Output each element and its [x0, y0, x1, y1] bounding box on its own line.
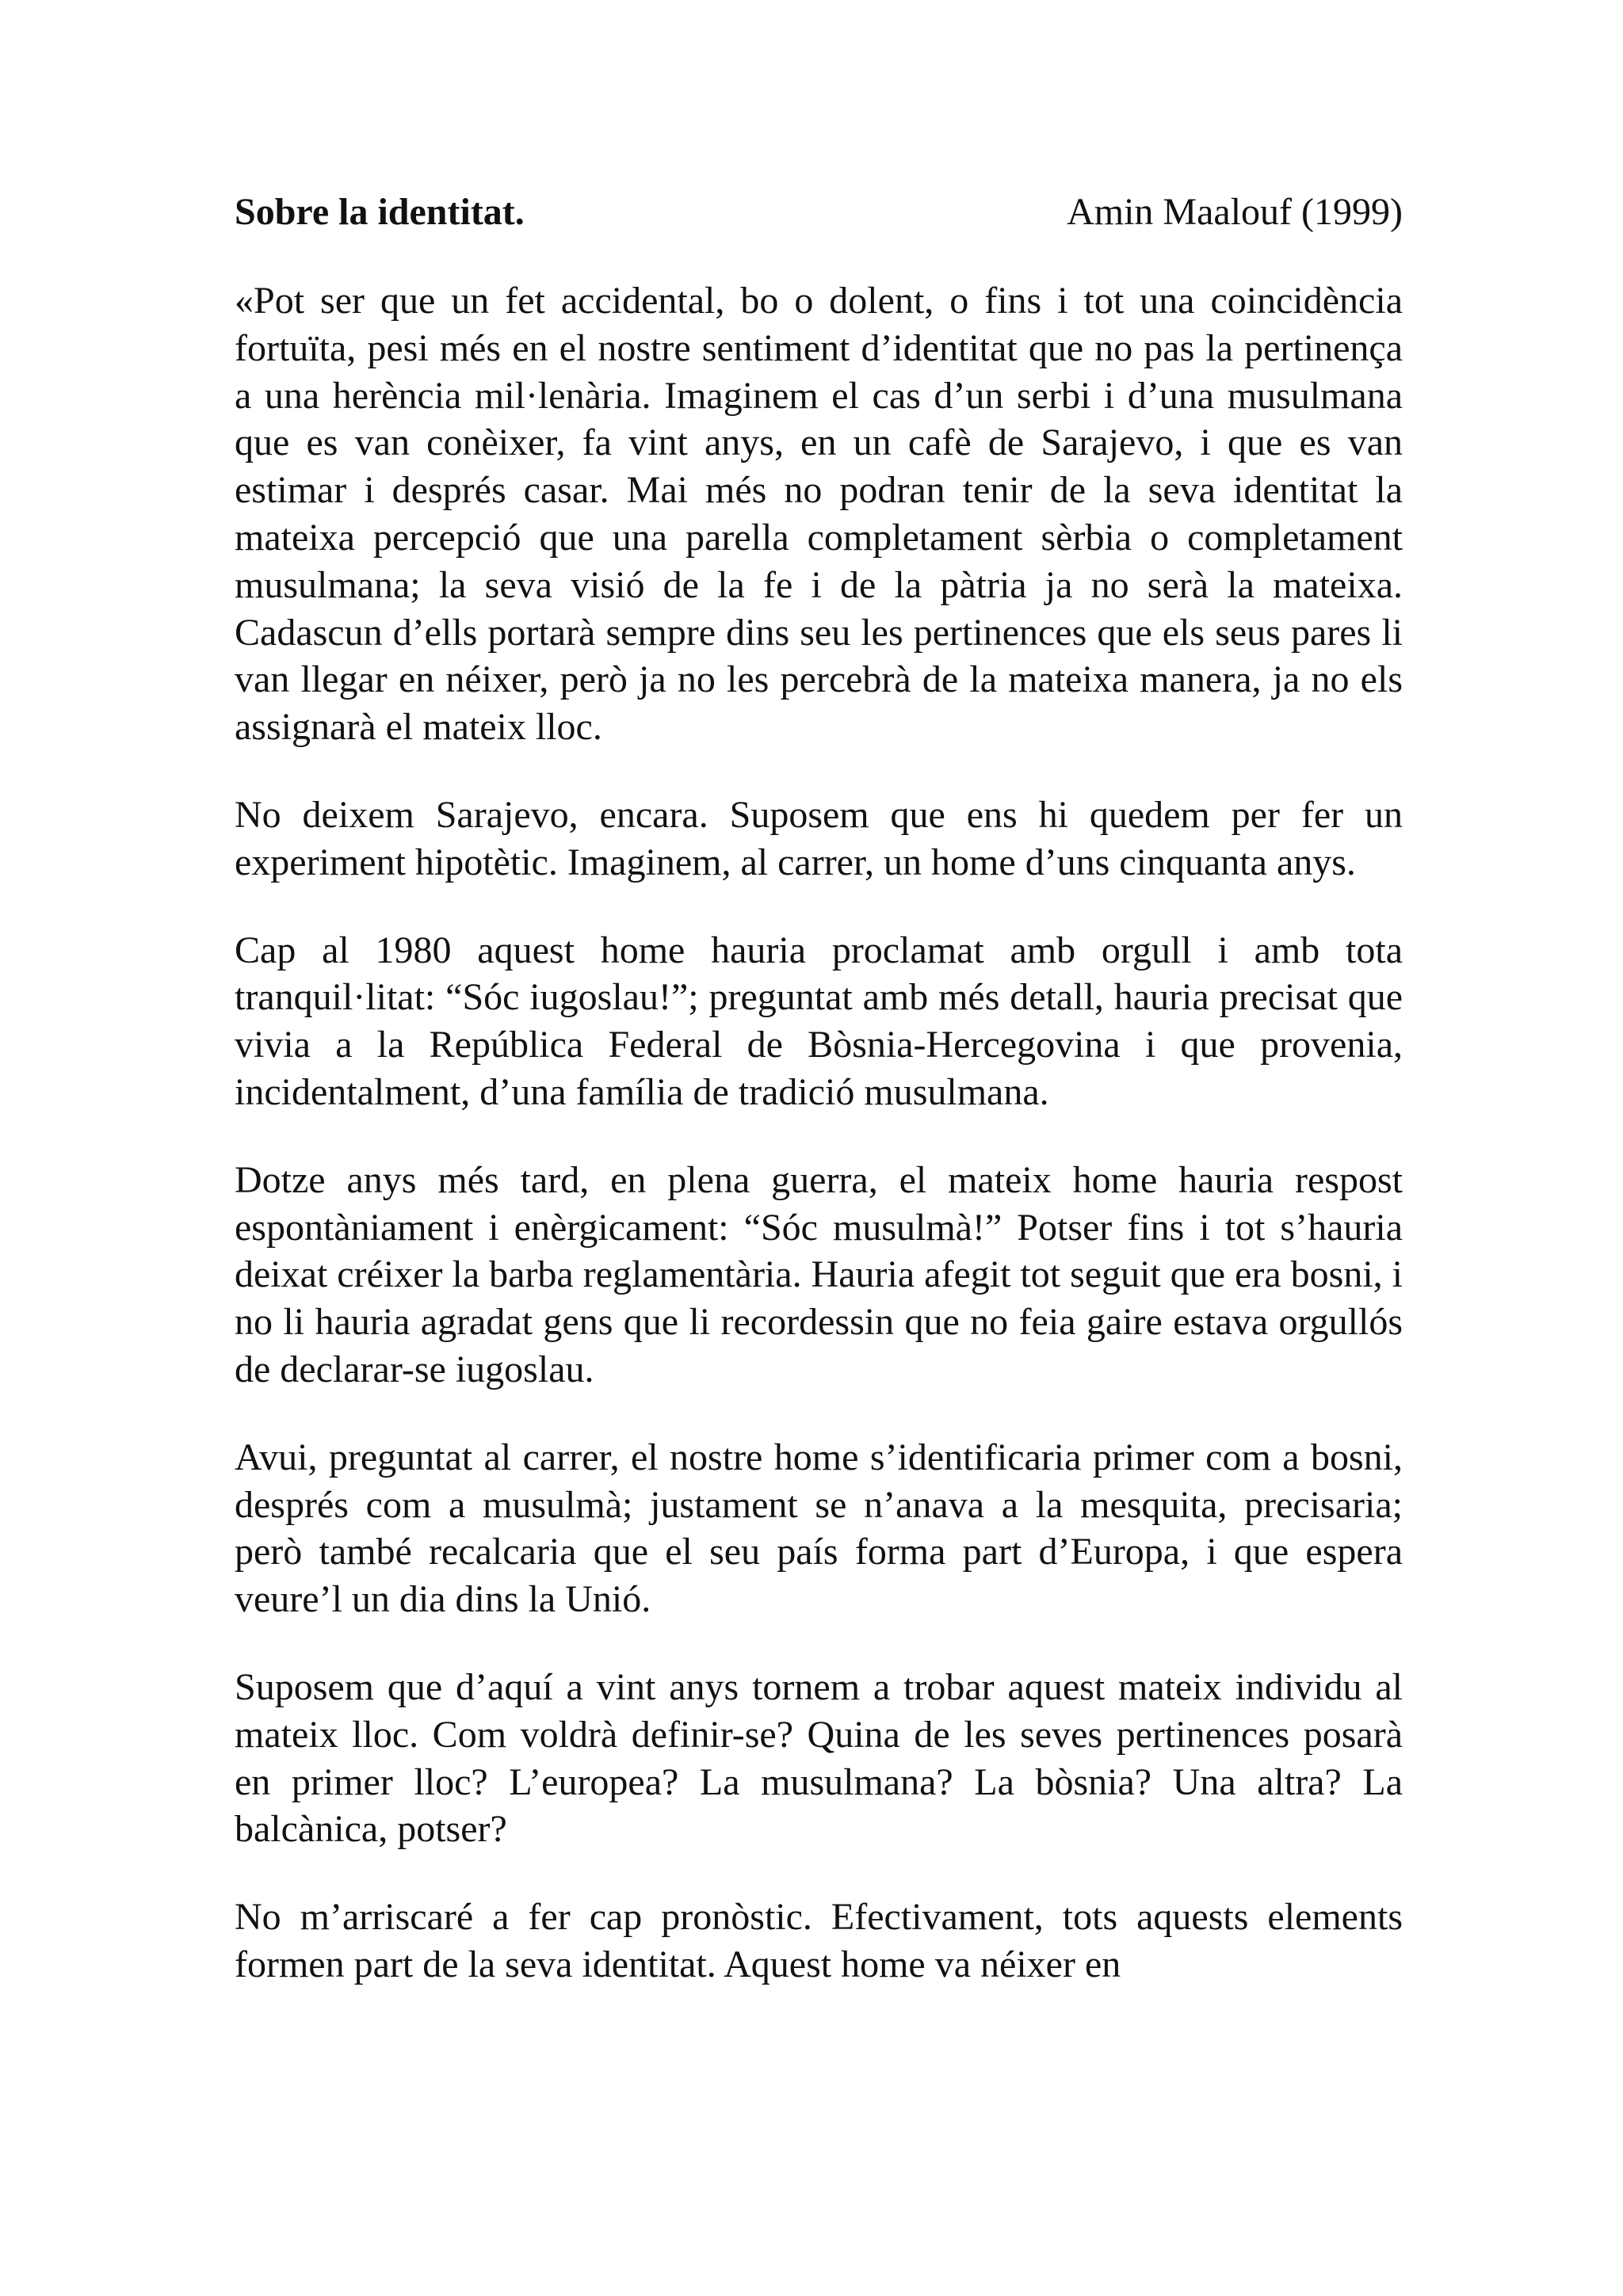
document-header [235, 189, 1403, 236]
document-body [235, 189, 1403, 1989]
paragraph-6: Suposem que d’aquí a vint anys tornem a trobar aquest mateix individu al mateix lloc. Com voldrà definir-se? Quina de les seves pertinences posarà en primer lloc? L’europea? La musulmana? La bòsnia? Una altra? La balcànica, potser? [235, 1665, 1403, 1851]
paragraph-5: Avui, preguntat al carrer, el nostre home s’identificaria primer com a bosni, després com a musulmà; justament se n’anava a la mesquita, precisaria; però també recalcaria que el seu país forma part d’Europa, i que espera veure’l un dia dins la Unió. [235, 1436, 1403, 1621]
document-title: Sobre la identitat. [235, 191, 525, 233]
paragraph-2: No deixem Sarajevo, encara. Suposem que ens hi quedem per fer un experiment hipotètic. Imaginem, al carrer, un home d’uns cinquanta anys. [235, 793, 1403, 883]
paragraph-7: No m’arriscaré a fer cap pronòstic. Efectivament, tots aquests elements formen part de la seva identitat. Aquest home va néixer en [235, 1896, 1403, 1985]
paragraph-4: Dotze anys més tard, en plena guerra, el mateix home hauria respost espontàniament i enèrgicament: “Sóc musulmà!” Potser fins i tot s’hauria deixat créixer la barba reglamentària. Hauria afegit tot seguit que era bosni, i no li hauria agradat gens que li recordessin que no feia gaire estava orgullós de declarar-se iugoslau. [235, 1158, 1403, 1390]
paragraph-3: Cap al 1980 aquest home hauria proclamat amb orgull i amb tota tranquil·litat: “Sóc iugoslau!”; preguntat amb més detall, hauria precisat que vivia a la República Federal de Bòsnia-Hercegovina i que provenia, incidentalment, d’una família de tradició musulmana. [235, 929, 1403, 1113]
author-year: Amin Maalouf (1999) [1067, 191, 1403, 233]
paragraph-1: «Pot ser que un fet accidental, bo o dolent, o fins i tot una coincidència fortuïta, pesi més en el nostre sentiment d’identitat que no pas la pertinença a una herència mil·lenària. Imaginem el cas d’un serbi i d’una musulmana que es van conèixer, fa vint anys, en un cafè de Sarajevo, i que es van estimar i després casar. Mai més no podran tenir de la seva identitat la mateixa percepció que una parella completament sèrbia o completament musulmana; la seva visió de la fe i de la pàtria ja no serà la mateixa. Cadascun d’ells portarà sempre dins seu les pertinences que els seus pares li van llegar en néixer, però ja no les percebrà de la mateixa manera, ja no els assignarà el mateix lloc. [235, 280, 1403, 749]
